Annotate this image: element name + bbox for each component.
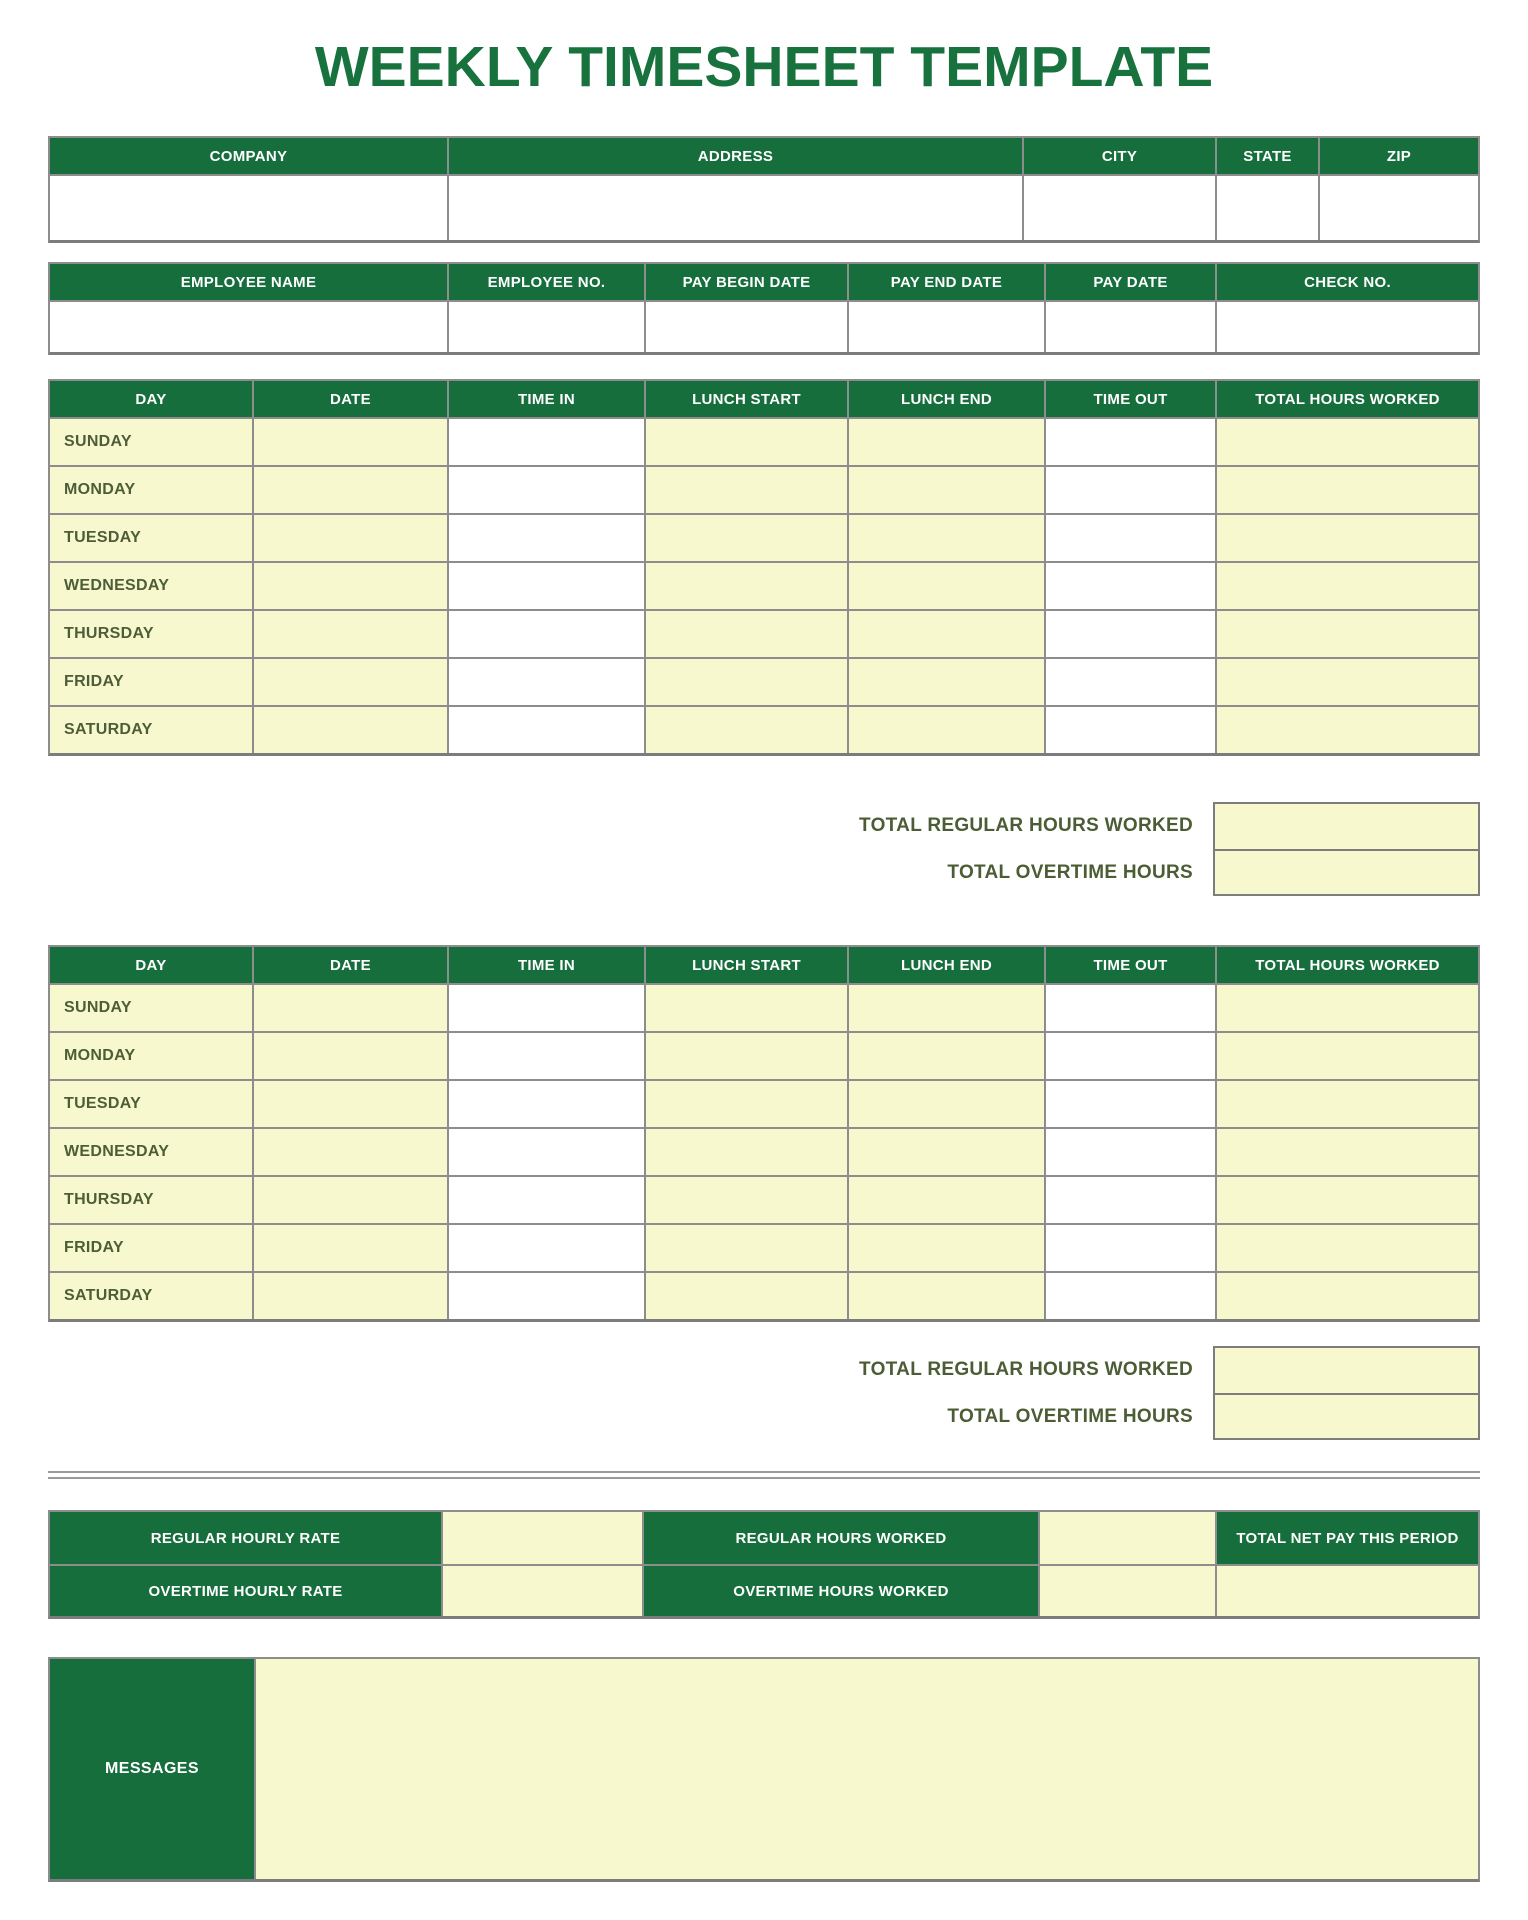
zip-header: ZIP — [1318, 138, 1478, 174]
time-in-cell[interactable] — [447, 515, 644, 561]
total-overtime-hours-label: TOTAL OVERTIME HOURS — [947, 861, 1193, 883]
check-no-header: CHECK NO. — [1215, 264, 1478, 300]
lunch-start-cell[interactable] — [644, 659, 847, 705]
time-in-cell[interactable] — [447, 1273, 644, 1319]
total-hours-cell[interactable] — [1215, 563, 1478, 609]
time-in-cell[interactable] — [447, 1033, 644, 1079]
lunch-end-cell[interactable] — [847, 1225, 1044, 1271]
lunch-start-cell[interactable] — [644, 1177, 847, 1223]
date-cell[interactable] — [252, 515, 447, 561]
total-hours-cell[interactable] — [1215, 611, 1478, 657]
lunch-end-cell[interactable] — [847, 467, 1044, 513]
lunch-start-cell[interactable] — [644, 707, 847, 753]
address-header: ADDRESS — [447, 138, 1022, 174]
week1-totals — [48, 802, 1480, 896]
day-row-saturday — [50, 1271, 1478, 1319]
total-regular-hours-field[interactable] — [1215, 804, 1478, 849]
total-regular-hours-field[interactable] — [1215, 1348, 1478, 1393]
overtime-hourly-rate-field[interactable] — [441, 1566, 642, 1616]
regular-hourly-rate-field[interactable] — [441, 1512, 642, 1564]
state-header: STATE — [1215, 138, 1318, 174]
time-out-cell[interactable] — [1044, 985, 1215, 1031]
date-cell[interactable] — [252, 563, 447, 609]
day-label: THURSDAY — [50, 611, 252, 657]
date-cell[interactable] — [252, 1273, 447, 1319]
regular-hours-worked-label: REGULAR HOURS WORKED — [642, 1512, 1038, 1564]
lunch-end-cell[interactable] — [847, 1129, 1044, 1175]
time-in-cell[interactable] — [447, 707, 644, 753]
day-label: SUNDAY — [50, 419, 252, 465]
pay-summary-table — [48, 1510, 1480, 1619]
regular-hours-worked-field[interactable] — [1038, 1512, 1215, 1564]
total-regular-hours-label: TOTAL REGULAR HOURS WORKED — [859, 814, 1193, 836]
date-header: DATE — [252, 947, 447, 983]
day-label: MONDAY — [50, 1033, 252, 1079]
date-cell[interactable] — [252, 1033, 447, 1079]
overtime-hours-worked-label: OVERTIME HOURS WORKED — [642, 1566, 1038, 1616]
lunch-start-cell[interactable] — [644, 611, 847, 657]
time-out-cell[interactable] — [1044, 467, 1215, 513]
day-label: WEDNESDAY — [50, 563, 252, 609]
week-table-1 — [48, 379, 1480, 756]
day-row-friday — [50, 657, 1478, 705]
employee-header-row — [50, 264, 1478, 300]
lunch-start-cell[interactable] — [644, 515, 847, 561]
time-in-cell[interactable] — [447, 467, 644, 513]
lunch-end-cell[interactable] — [847, 985, 1044, 1031]
company-field[interactable] — [50, 176, 447, 240]
overtime-hours-worked-field[interactable] — [1038, 1566, 1215, 1616]
date-cell[interactable] — [252, 611, 447, 657]
day-label: FRIDAY — [50, 1225, 252, 1271]
date-cell[interactable] — [252, 985, 447, 1031]
lunch-end-cell[interactable] — [847, 1033, 1044, 1079]
time-out-cell[interactable] — [1044, 1177, 1215, 1223]
day-row-tuesday — [50, 1079, 1478, 1127]
city-field[interactable] — [1022, 176, 1215, 240]
time-out-cell[interactable] — [1044, 515, 1215, 561]
lunch-end-cell[interactable] — [847, 707, 1044, 753]
employee-input-row — [50, 300, 1478, 352]
time-in-cell[interactable] — [447, 1081, 644, 1127]
day-row-monday — [50, 465, 1478, 513]
day-row-wednesday — [50, 561, 1478, 609]
day-row-monday — [50, 1031, 1478, 1079]
week2-header-row — [50, 947, 1478, 983]
date-cell[interactable] — [252, 1081, 447, 1127]
employee-no-header: EMPLOYEE NO. — [447, 264, 644, 300]
lunch-start-cell[interactable] — [644, 1081, 847, 1127]
overtime-pay-row — [50, 1564, 1478, 1616]
time-in-cell[interactable] — [447, 419, 644, 465]
lunch-end-cell[interactable] — [847, 1081, 1044, 1127]
lunch-end-cell[interactable] — [847, 563, 1044, 609]
day-label: MONDAY — [50, 467, 252, 513]
day-row-thursday — [50, 1175, 1478, 1223]
day-row-saturday — [50, 705, 1478, 753]
state-field[interactable] — [1215, 176, 1318, 240]
total-hours-cell[interactable] — [1215, 1081, 1478, 1127]
lunch-end-cell[interactable] — [847, 1177, 1044, 1223]
date-cell[interactable] — [252, 1129, 447, 1175]
day-row-sunday — [50, 983, 1478, 1031]
time-out-header: TIME OUT — [1044, 947, 1215, 983]
employee-name-header: EMPLOYEE NAME — [50, 264, 447, 300]
time-out-cell[interactable] — [1044, 1033, 1215, 1079]
time-out-cell[interactable] — [1044, 659, 1215, 705]
time-in-header: TIME IN — [447, 947, 644, 983]
company-header: COMPANY — [50, 138, 447, 174]
day-row-thursday — [50, 609, 1478, 657]
employee-no-field[interactable] — [447, 302, 644, 352]
day-label: FRIDAY — [50, 659, 252, 705]
total-hours-cell[interactable] — [1215, 419, 1478, 465]
day-label: TUESDAY — [50, 1081, 252, 1127]
address-field[interactable] — [447, 176, 1022, 240]
day-row-wednesday — [50, 1127, 1478, 1175]
lunch-end-cell[interactable] — [847, 419, 1044, 465]
total-hours-header: TOTAL HOURS WORKED — [1215, 381, 1478, 417]
total-hours-cell[interactable] — [1215, 467, 1478, 513]
lunch-end-header: LUNCH END — [847, 381, 1044, 417]
time-out-cell[interactable] — [1044, 707, 1215, 753]
lunch-start-cell[interactable] — [644, 1225, 847, 1271]
check-no-field[interactable] — [1215, 302, 1478, 352]
day-label: SATURDAY — [50, 1273, 252, 1319]
pay-date-field[interactable] — [1044, 302, 1215, 352]
messages-section — [48, 1657, 1480, 1882]
date-cell[interactable] — [252, 1225, 447, 1271]
date-header: DATE — [252, 381, 447, 417]
time-in-cell[interactable] — [447, 985, 644, 1031]
total-hours-cell[interactable] — [1215, 707, 1478, 753]
lunch-start-cell[interactable] — [644, 563, 847, 609]
week2-totals — [48, 1346, 1480, 1440]
day-label: SATURDAY — [50, 707, 252, 753]
time-out-header: TIME OUT — [1044, 381, 1215, 417]
lunch-end-cell[interactable] — [847, 515, 1044, 561]
pay-begin-date-header: PAY BEGIN DATE — [644, 264, 847, 300]
total-hours-cell[interactable] — [1215, 1033, 1478, 1079]
day-header: DAY — [50, 947, 252, 983]
page-title: WEEKLY TIMESHEET TEMPLATE — [314, 35, 1214, 99]
day-label: SUNDAY — [50, 985, 252, 1031]
pay-end-date-header: PAY END DATE — [847, 264, 1044, 300]
total-hours-cell[interactable] — [1215, 1129, 1478, 1175]
time-out-cell[interactable] — [1044, 1273, 1215, 1319]
messages-field[interactable] — [254, 1659, 1478, 1879]
section-divider — [48, 1471, 1480, 1479]
pay-begin-date-field[interactable] — [644, 302, 847, 352]
total-net-pay-field[interactable] — [1215, 1566, 1478, 1616]
time-in-cell[interactable] — [447, 563, 644, 609]
zip-field[interactable] — [1318, 176, 1478, 240]
total-overtime-hours-label: TOTAL OVERTIME HOURS — [947, 1405, 1193, 1427]
lunch-end-cell[interactable] — [847, 659, 1044, 705]
lunch-start-cell[interactable] — [644, 1033, 847, 1079]
time-out-cell[interactable] — [1044, 611, 1215, 657]
pay-date-header: PAY DATE — [1044, 264, 1215, 300]
day-row-tuesday — [50, 513, 1478, 561]
day-row-sunday — [50, 417, 1478, 465]
day-label: WEDNESDAY — [50, 1129, 252, 1175]
total-hours-cell[interactable] — [1215, 1225, 1478, 1271]
total-regular-hours-label: TOTAL REGULAR HOURS WORKED — [859, 1358, 1193, 1380]
city-header: CITY — [1022, 138, 1215, 174]
total-hours-header: TOTAL HOURS WORKED — [1215, 947, 1478, 983]
day-row-friday — [50, 1223, 1478, 1271]
time-in-cell[interactable] — [447, 611, 644, 657]
regular-hourly-rate-label: REGULAR HOURLY RATE — [50, 1512, 441, 1564]
total-hours-cell[interactable] — [1215, 515, 1478, 561]
date-cell[interactable] — [252, 467, 447, 513]
time-in-cell[interactable] — [447, 1177, 644, 1223]
week1-header-row — [50, 381, 1478, 417]
lunch-start-header: LUNCH START — [644, 947, 847, 983]
employee-info-table — [48, 262, 1480, 355]
company-header-row — [50, 138, 1478, 174]
time-out-cell[interactable] — [1044, 1225, 1215, 1271]
time-out-cell[interactable] — [1044, 1129, 1215, 1175]
total-hours-cell[interactable] — [1215, 1177, 1478, 1223]
day-label: TUESDAY — [50, 515, 252, 561]
date-cell[interactable] — [252, 707, 447, 753]
lunch-start-cell[interactable] — [644, 467, 847, 513]
time-in-cell[interactable] — [447, 659, 644, 705]
total-overtime-hours-field[interactable] — [1215, 849, 1478, 894]
time-out-cell[interactable] — [1044, 419, 1215, 465]
date-cell[interactable] — [252, 1177, 447, 1223]
lunch-start-cell[interactable] — [644, 985, 847, 1031]
total-hours-cell[interactable] — [1215, 659, 1478, 705]
time-out-cell[interactable] — [1044, 563, 1215, 609]
lunch-end-cell[interactable] — [847, 611, 1044, 657]
lunch-start-cell[interactable] — [644, 1273, 847, 1319]
date-cell[interactable] — [252, 419, 447, 465]
pay-end-date-field[interactable] — [847, 302, 1044, 352]
total-overtime-hours-field[interactable] — [1215, 1393, 1478, 1438]
lunch-start-cell[interactable] — [644, 1129, 847, 1175]
company-input-row — [50, 174, 1478, 240]
day-label: THURSDAY — [50, 1177, 252, 1223]
week-table-2 — [48, 945, 1480, 1322]
messages-label: MESSAGES — [50, 1659, 254, 1879]
time-in-header: TIME IN — [447, 381, 644, 417]
date-cell[interactable] — [252, 659, 447, 705]
employee-name-field[interactable] — [50, 302, 447, 352]
lunch-end-cell[interactable] — [847, 1273, 1044, 1319]
total-net-pay-label: TOTAL NET PAY THIS PERIOD — [1215, 1512, 1478, 1564]
time-out-cell[interactable] — [1044, 1081, 1215, 1127]
day-header: DAY — [50, 381, 252, 417]
overtime-hourly-rate-label: OVERTIME HOURLY RATE — [50, 1566, 441, 1616]
lunch-start-header: LUNCH START — [644, 381, 847, 417]
regular-pay-row — [50, 1512, 1478, 1564]
lunch-end-header: LUNCH END — [847, 947, 1044, 983]
total-hours-cell[interactable] — [1215, 985, 1478, 1031]
time-in-cell[interactable] — [447, 1129, 644, 1175]
lunch-start-cell[interactable] — [644, 419, 847, 465]
time-in-cell[interactable] — [447, 1225, 644, 1271]
company-info-table — [48, 136, 1480, 243]
total-hours-cell[interactable] — [1215, 1273, 1478, 1319]
